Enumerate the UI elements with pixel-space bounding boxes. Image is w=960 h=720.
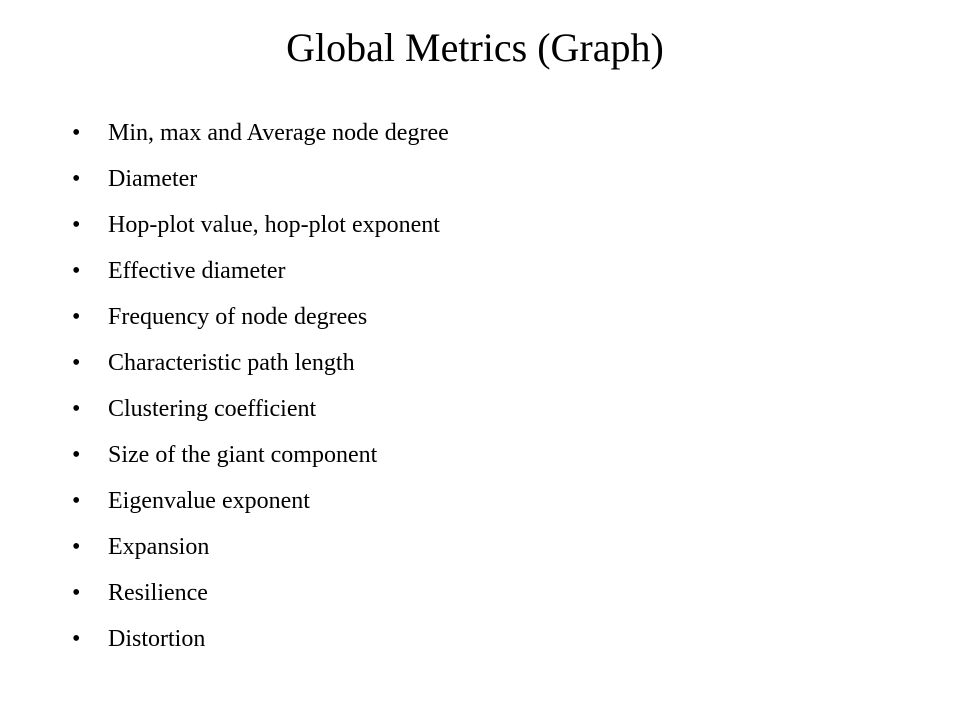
bullet-text: Effective diameter xyxy=(108,258,286,284)
bullet-text: Diameter xyxy=(108,166,198,192)
bullet-point-icon: • xyxy=(72,534,81,560)
bullet-point-icon: • xyxy=(72,212,81,238)
bullet-item xyxy=(72,570,449,616)
bullet-point-icon: • xyxy=(72,120,81,146)
bullet-list xyxy=(72,110,449,662)
bullet-point-icon: • xyxy=(72,396,81,422)
bullet-text: Expansion xyxy=(108,534,210,560)
bullet-text: Size of the giant component xyxy=(108,442,378,468)
bullet-item xyxy=(72,248,449,294)
bullet-text: Distortion xyxy=(108,626,206,652)
bullet-text: Hop-plot value, hop-plot exponent xyxy=(108,212,440,238)
bullet-item xyxy=(72,202,449,248)
bullet-text: Characteristic path length xyxy=(108,350,355,376)
bullet-item xyxy=(72,340,449,386)
bullet-point-icon: • xyxy=(72,166,81,192)
bullet-text: Resilience xyxy=(108,580,208,606)
bullet-point-icon: • xyxy=(72,258,81,284)
bullet-text: Eigenvalue exponent xyxy=(108,488,310,514)
bullet-point-icon: • xyxy=(72,626,81,652)
bullet-text: Min, max and Average node degree xyxy=(108,120,449,146)
bullet-text: Frequency of node degrees xyxy=(108,304,368,330)
bullet-item xyxy=(72,110,449,156)
bullet-point-icon: • xyxy=(72,488,81,514)
bullet-point-icon: • xyxy=(72,580,81,606)
bullet-point-icon: • xyxy=(72,350,81,376)
bullet-item xyxy=(72,386,449,432)
slide-title: Global Metrics (Graph) xyxy=(286,25,664,70)
bullet-point-icon: • xyxy=(72,304,81,330)
bullet-text: Clustering coefficient xyxy=(108,396,317,422)
bullet-item xyxy=(72,524,449,570)
bullet-item xyxy=(72,156,449,202)
bullet-item xyxy=(72,478,449,524)
bullet-item xyxy=(72,294,449,340)
bullet-item xyxy=(72,432,449,478)
bullet-item xyxy=(72,616,449,662)
bullet-point-icon: • xyxy=(72,442,81,468)
